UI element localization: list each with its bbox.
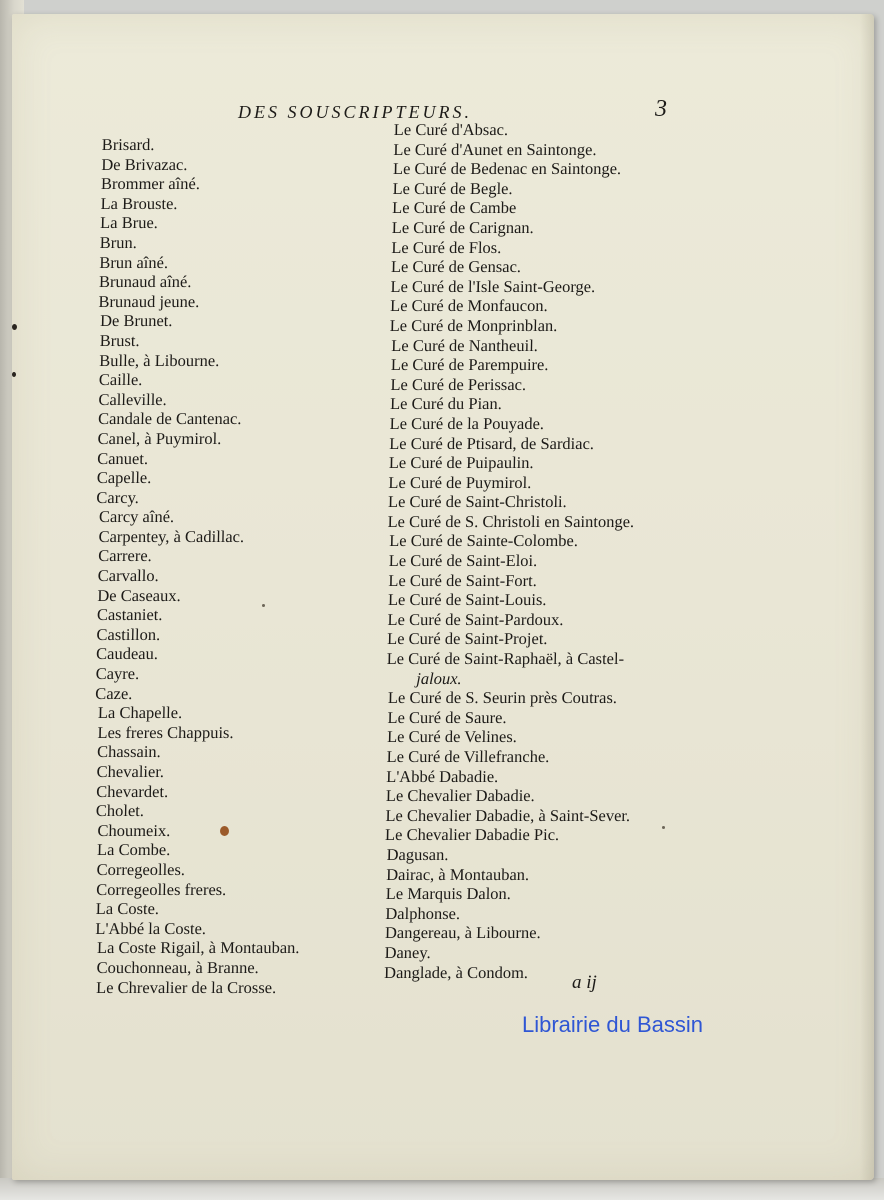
subscriber-entry: Cayre. [95,664,140,684]
subscriber-entry: Le Curé de Saint-Fort. [388,570,538,590]
subscriber-entry: Castillon. [96,624,161,644]
subscriber-entry: Les freres Chappuis. [97,722,234,742]
subscriber-entry: Couchonneau, à Branne. [96,957,259,977]
subscriber-entry: Le Curé de Perissac. [390,374,527,394]
subscriber-entry: Le Curé de S. Seurin près Coutras. [387,688,618,708]
subscriber-entry: Le Curé de Saint-Projet. [386,629,548,649]
subscriber-entry: Castaniet. [96,605,163,625]
subscriber-entry: Le Curé de la Pouyade. [389,413,545,433]
subscriber-entry: Le Chevalier Dabadie Pic. [384,825,560,845]
subscriber-entry: Le Curé de Flos. [391,237,502,257]
subscriber-entry: Capelle. [96,468,152,488]
subscriber-entry: Dangereau, à Libourne. [384,923,541,943]
subscriber-entry: La Brue. [99,213,159,233]
subscriber-entry: Le Curé de Saure. [387,707,507,727]
subscriber-entry: De Brunet. [99,311,173,331]
subscriber-entry: Caudeau. [95,644,159,664]
subscriber-entry: Brommer aîné. [100,174,201,194]
subscriber-entry: Le Curé de Saint-Raphaël, à Castel- [386,649,625,669]
subscriber-entry: Le Curé de Parempuire. [390,355,549,375]
subscriber-entry: Corregeolles. [96,859,186,879]
subscriber-entry: Le Curé de Monfaucon. [389,296,548,316]
subscriber-entry-continuation: jaloux. [416,668,462,688]
subscriber-entry: Le Chrevalier de la Crosse. [95,977,277,997]
subscriber-entry: Le Curé de Villefranche. [386,747,550,766]
subscriber-entry: Carvallo. [97,566,159,586]
subscriber-entry: Le Curé de Bedenac en Saintonge. [392,159,622,179]
subscriber-entry: Carrere. [97,546,152,566]
subscriber-entry: La Brouste. [100,193,178,213]
subscriber-entry: Le Curé de Sainte-Colombe. [388,531,579,551]
subscriber-entry: De Caseaux. [97,585,181,605]
subscriber-entry: Le Curé d'Aunet en Saintonge. [393,139,597,159]
subscriber-entry: Le Curé de Monprinblan. [389,315,558,335]
subscriber-entry: Chevardet. [96,781,169,801]
subscriber-entry: Brun. [99,232,138,252]
subscriber-entry: Le Curé de Ptisard, de Sardiac. [389,433,595,453]
subscriber-entry: Le Curé de Saint-Pardoux. [387,609,564,629]
running-head: DES SOUSCRIPTEURS. [238,102,472,122]
subscriber-entry: Brunaud jeune. [98,291,200,311]
subscriber-list-right-column [376,120,694,982]
subscriber-entry: Le Curé de Puipaulin. [388,453,534,473]
subscriber-entry: Le Curé de Saint-Louis. [387,590,547,610]
subscriber-entry: Le Curé de Cambe [391,198,517,218]
subscriber-list-left-column [84,135,402,997]
subscriber-entry: Le Chevalier Dabadie, à Saint-Sever. [385,805,631,825]
subscriber-entry: Chevalier. [96,762,165,781]
subscriber-entry: Danglade, à Condom. [383,962,529,982]
subscriber-entry: Carpentey, à Cadillac. [98,526,245,546]
subscriber-entry: Canuet. [97,448,149,468]
subscriber-entry: Brun aîné. [99,252,169,272]
subscriber-entry: Le Curé de Begle. [392,178,513,198]
subscriber-entry: Brisard. [101,135,155,154]
bookseller-watermark: Librairie du Bassin [522,1012,703,1037]
subscriber-entry: Chassain. [96,742,161,762]
subscriber-entry: La Coste. [95,899,160,919]
subscriber-entry: La Chapelle. [97,703,183,723]
subscriber-entry: Le Curé de l'Isle Saint-George. [390,276,596,296]
subscriber-entry: Daney. [384,942,431,962]
subscriber-entry: Caille. [98,370,143,390]
scan-background [0,1178,884,1200]
page-edge-shadow [860,14,874,1180]
subscriber-entry: Carcy. [96,487,140,507]
subscriber-entry: Le Curé de S. Christoli en Saintonge. [387,511,635,531]
subscriber-entry: Choumeix. [97,820,171,840]
subscriber-entry: Le Curé de Saint-Eloi. [388,551,538,571]
paper-speck [662,826,665,829]
subscriber-entry: Canel, à Puymirol. [97,428,222,448]
subscriber-entry: Le Curé de Gensac. [390,257,522,277]
ink-speck [12,372,16,377]
ink-speck [12,324,17,330]
subscriber-entry: Le Curé de Saint-Christoli. [387,492,567,512]
signature-mark: a ij [572,972,597,993]
subscriber-entry: Le Curé de Velines. [386,727,518,747]
subscriber-entry: Corregeolles freres. [96,879,227,899]
subscriber-entry: Le Curé de Nantheuil. [391,335,539,355]
subscriber-entry: Dalphonse. [385,903,461,923]
ink-stain [220,826,229,836]
subscriber-entry: Candale de Cantenac. [97,409,242,429]
page-number: 3 [655,96,667,122]
subscriber-entry: Le Marquis Dalon. [385,884,512,904]
subscriber-entry: L'Abbé la Coste. [95,918,207,938]
subscriber-entry: Cholet. [95,801,145,821]
subscriber-entry: La Coste Rigail, à Montauban. [96,938,300,958]
subscriber-entry: Dagusan. [386,844,449,864]
subscriber-entry: Le Chevalier Dabadie. [385,786,535,806]
subscriber-entry: Bulle, à Libourne. [99,350,220,370]
subscriber-entry: La Combe. [96,840,171,860]
paper-speck [262,604,265,607]
subscriber-entry: Le Curé de Puymirol. [388,472,532,492]
subscriber-entry: Brunaud aîné. [98,272,192,292]
subscriber-entry: De Brivazac. [101,154,188,174]
subscriber-entry: L'Abbé Dabadie. [386,766,499,786]
subscriber-entry: Carcy aîné. [98,507,175,527]
subscriber-entry: Caze. [95,683,133,703]
subscriber-entry: Dairac, à Montauban. [386,864,530,884]
subscriber-entry: Calleville. [98,389,167,409]
subscriber-entry: Le Curé d'Absac. [393,120,509,139]
subscriber-entry: Le Curé du Pian. [389,394,503,414]
book-page [12,14,874,1180]
subscriber-entry: Brust. [99,330,140,350]
subscriber-entry: Le Curé de Carignan. [391,217,534,237]
